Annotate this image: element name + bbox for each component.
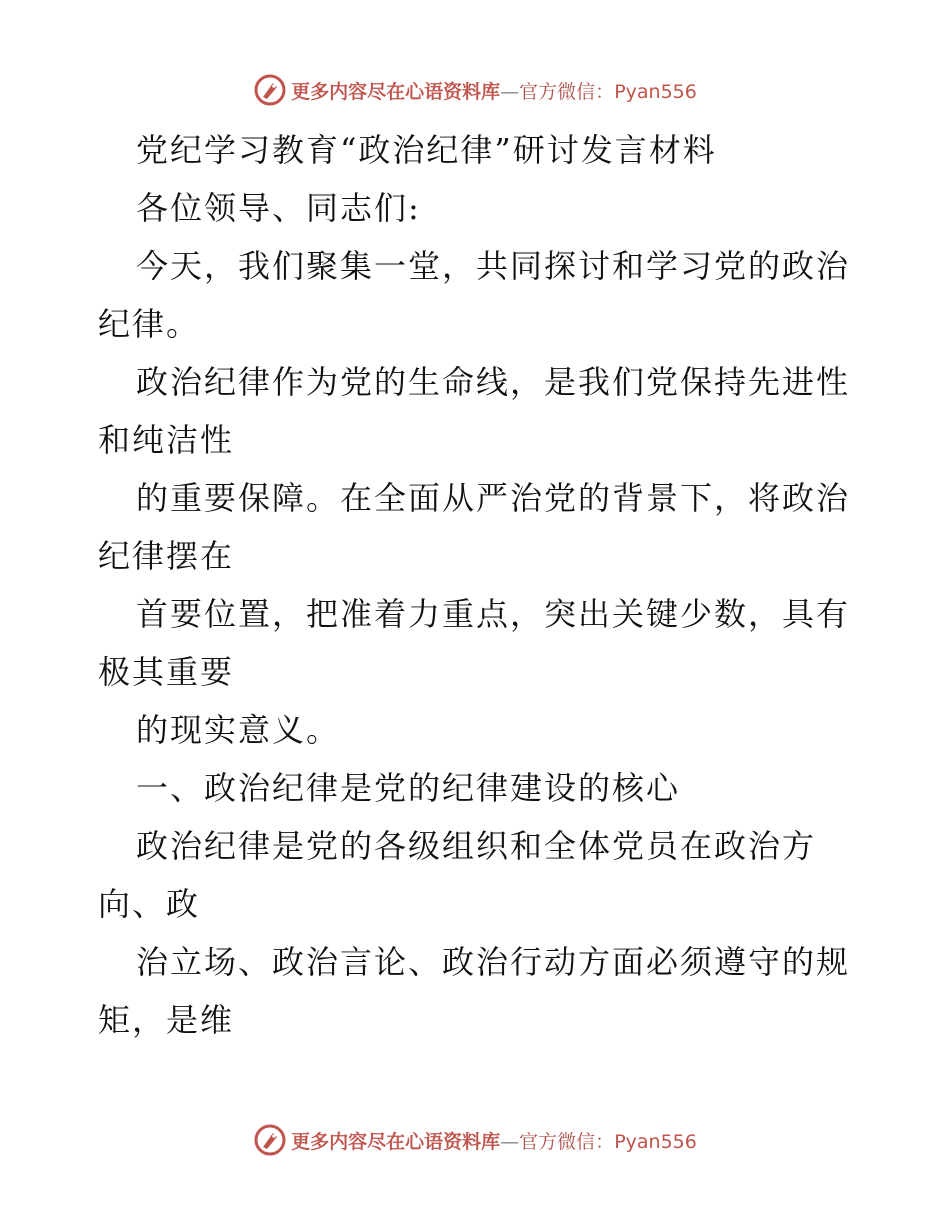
paragraph-line: 纪律摆在: [98, 537, 235, 575]
section-heading: 一、政治纪律是党的纪律建设的核心: [136, 769, 681, 807]
watermark-brand: 更多内容尽在心语资料库: [291, 1130, 501, 1153]
watermark-separator: —: [500, 80, 520, 103]
paragraph-line: 极其重要: [98, 653, 235, 691]
paragraph-line: 首要位置，把准着力重点，突出关键少数，具有: [136, 595, 851, 633]
paragraph-line: 治立场、政治言论、政治行动方面必须遵守的规: [136, 943, 851, 981]
paragraph-line: 纪律。: [98, 305, 201, 343]
paragraph-line: 今天，我们聚集一堂，共同探讨和学习党的政治: [136, 247, 851, 285]
watermark-wechat-id: Pyan556: [614, 1130, 697, 1153]
pen-nib-circle-icon: [253, 73, 287, 107]
watermark-group: [253, 1123, 697, 1157]
paragraph-line: 的重要保障。在全面从严治党的背景下，将政治: [136, 479, 851, 517]
salutation: 各位领导、同志们:: [136, 189, 421, 227]
watermark-group: [253, 73, 697, 107]
watermark-text: [291, 1127, 697, 1154]
watermark-footer: [0, 1120, 950, 1160]
paragraph-line: 和纯洁性: [98, 421, 235, 459]
watermark-brand: 更多内容尽在心语资料库: [291, 80, 501, 103]
document-title: 党纪学习教育“政治纪律”研讨发言材料: [136, 131, 717, 169]
watermark-wechat-label: 官方微信：: [519, 80, 615, 103]
paragraph-line: 矩，是维: [98, 1001, 235, 1039]
paragraph-line: 政治纪律是党的各级组织和全体党员在政治方: [136, 827, 817, 865]
watermark-separator: —: [500, 1130, 520, 1153]
watermark-header: [0, 70, 950, 110]
watermark-wechat-id: Pyan556: [614, 80, 697, 103]
paragraph-line: 的现实意义。: [136, 711, 341, 749]
paragraph-line: 政治纪律作为党的生命线，是我们党保持先进性: [136, 363, 851, 401]
paragraph-line: 向、政: [98, 885, 201, 923]
pen-nib-circle-icon: [253, 1123, 287, 1157]
watermark-wechat-label: 官方微信：: [519, 1130, 615, 1153]
watermark-text: [291, 77, 697, 104]
